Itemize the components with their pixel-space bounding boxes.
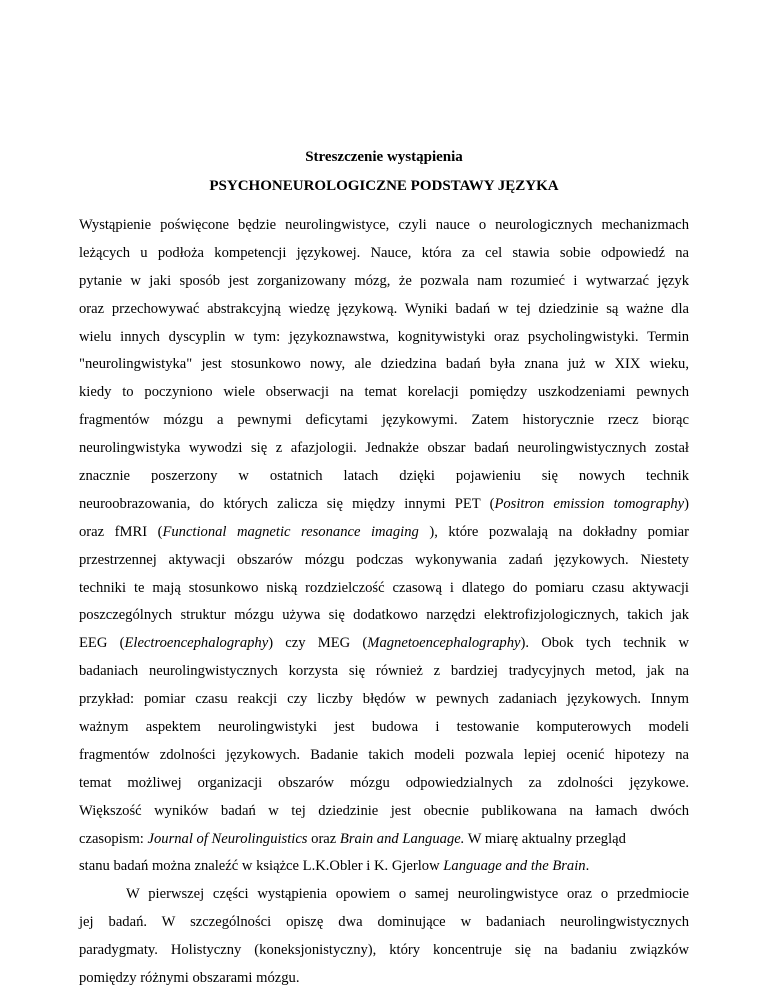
text-line	[79, 965, 689, 993]
text-segment: oraz fMRI (	[79, 523, 163, 540]
text-segment: stanu badań można znaleźć w książce L.K.Obler i K. Gjerlow	[79, 858, 444, 875]
text-line	[79, 770, 689, 798]
text-segment: ). Obok tych technik w	[520, 635, 689, 652]
text-line	[79, 826, 689, 854]
text-segment: fragmentów mózgu a pewnymi deficytami językowymi. Zatem historycznie rzecz biorąc	[79, 412, 689, 429]
text-segment: fragmentów zdolności językowych. Badanie takich modeli pozwala lepiej ocenić hipotezy na	[79, 746, 689, 763]
text-segment: oraz przechowywać abstrakcyjną wiedzę językową. Wyniki badań w tej dziedzinie są ważne dla	[79, 300, 689, 317]
text-segment: ), które pozwalają na dokładny pomiar	[418, 523, 689, 540]
text-segment: poszczególnych struktur mózgu używa się dodatkowo narzędzi elektrofizjologicznych, takich jak	[79, 607, 689, 624]
text-line	[79, 324, 689, 352]
text-line	[79, 491, 689, 519]
text-line	[79, 296, 689, 324]
text-line	[79, 909, 689, 937]
text-segment: Większość wyników badań w tej dziedzinie jest obecnie publikowana na łamach dwóch	[79, 802, 689, 819]
text-line	[79, 937, 689, 965]
text-line	[79, 853, 689, 881]
text-segment: badaniach neurolingwistycznych korzysta się również z bardziej tradycyjnych metod, jak na	[79, 663, 689, 680]
text-line	[79, 575, 689, 603]
text-segment: kiedy to poczyniono wiele obserwacji na temat korelacji pomiędzy uszkodzeniami pewnych	[79, 384, 689, 401]
text-segment: paradygmaty. Holistyczny (koneksjonistyczny), który koncentruje się na badaniu związków	[79, 942, 689, 959]
document-body	[79, 212, 689, 993]
text-line	[79, 630, 689, 658]
text-segment: Wystąpienie poświęcone będzie neurolingwistyce, czyli nauce o neurologicznych mechanizmach	[79, 217, 689, 233]
text-line	[79, 547, 689, 575]
text-segment: W pierwszej części wystąpienia opowiem o samej neurolingwistyce oraz o przedmiocie	[126, 886, 689, 903]
text-line	[79, 519, 689, 547]
text-line	[79, 686, 689, 714]
text-segment: ) czy MEG (	[268, 635, 368, 652]
text-segment: techniki te mają stosunkowo niską rozdzielczość czasową i dlatego do pomiaru czasu aktywacji	[79, 579, 689, 596]
document-subtitle: Streszczenie wystąpienia	[305, 149, 463, 165]
italic-text: Language and the Brain	[443, 858, 586, 875]
text-segment: oraz	[307, 830, 340, 847]
text-segment: jej badań. W szczególności opiszę dwa dominujące w badaniach neurolingwistycznych	[79, 914, 689, 931]
text-segment: przykład: pomiar czasu reakcji czy liczby błędów w pewnych zadaniach językowych. Innym	[79, 691, 689, 708]
text-line	[79, 379, 689, 407]
italic-text: Journal of Neurolinguistics	[147, 830, 308, 847]
text-line	[79, 714, 689, 742]
text-segment: pomiędzy różnymi obszarami mózgu.	[79, 970, 300, 987]
text-segment: .	[585, 858, 590, 875]
italic-text: Magnetoencephalography	[367, 635, 521, 652]
text-segment: EEG (	[79, 635, 125, 652]
italic-text: Functional magnetic resonance imaging	[162, 523, 419, 540]
text-segment: "neurolingwistyka" jest stosunkowo nowy, ale dziedzina badań była znana już w XIX wieku,	[79, 356, 689, 373]
text-segment: neuroobrazowania, do których zalicza się między innymi PET (	[79, 495, 495, 512]
text-line	[79, 351, 689, 379]
text-segment: wielu innych dyscyplin w tym: językoznawstwa, kognitywistyki oraz psycholingwistyki. Termin	[79, 328, 689, 345]
text-segment: )	[684, 495, 690, 512]
text-line	[79, 881, 689, 909]
text-line	[79, 212, 689, 240]
text-line	[79, 658, 689, 686]
text-line	[79, 463, 689, 491]
italic-text: Electroencephalography	[124, 635, 269, 652]
text-line	[79, 798, 689, 826]
text-line	[79, 435, 689, 463]
text-segment: pytanie w jaki sposób jest zorganizowany mózg, że pozwala nam rozumieć i wytwarzać język	[79, 272, 689, 289]
text-line	[79, 240, 689, 268]
document-title: PSYCHONEUROLOGICZNE PODSTAWY JĘZYKA	[209, 178, 559, 194]
text-segment: przestrzennej aktywacji obszarów mózgu podczas wykonywania zadań językowych. Niestety	[79, 551, 689, 568]
italic-text: Brain and Language.	[339, 830, 465, 847]
text-line	[79, 602, 689, 630]
text-segment: neurolingwistyka wywodzi się z afazjologii. Jednakże obszar badań neurolingwistycznych został	[79, 440, 689, 457]
text-line	[79, 742, 689, 770]
italic-text: Positron emission tomography	[494, 495, 685, 512]
text-line	[79, 268, 689, 296]
text-segment: znacznie poszerzony w ostatnich latach dzięki pojawieniu się nowych technik	[79, 468, 689, 485]
text-line	[79, 407, 689, 435]
text-segment: temat możliwej organizacji obszarów mózgu odpowiedzialnych za zdolności językowe.	[79, 774, 689, 791]
text-segment: W miarę aktualny przegląd	[464, 830, 626, 847]
text-segment: czasopism:	[79, 830, 148, 847]
text-segment: leżących u podłoża kompetencji językowej. Nauce, która za cel stawia sobie odpowiedź na	[79, 244, 689, 261]
text-segment: ważnym aspektem neurolingwistyki jest budowa i testowanie komputerowych modeli	[79, 719, 689, 736]
